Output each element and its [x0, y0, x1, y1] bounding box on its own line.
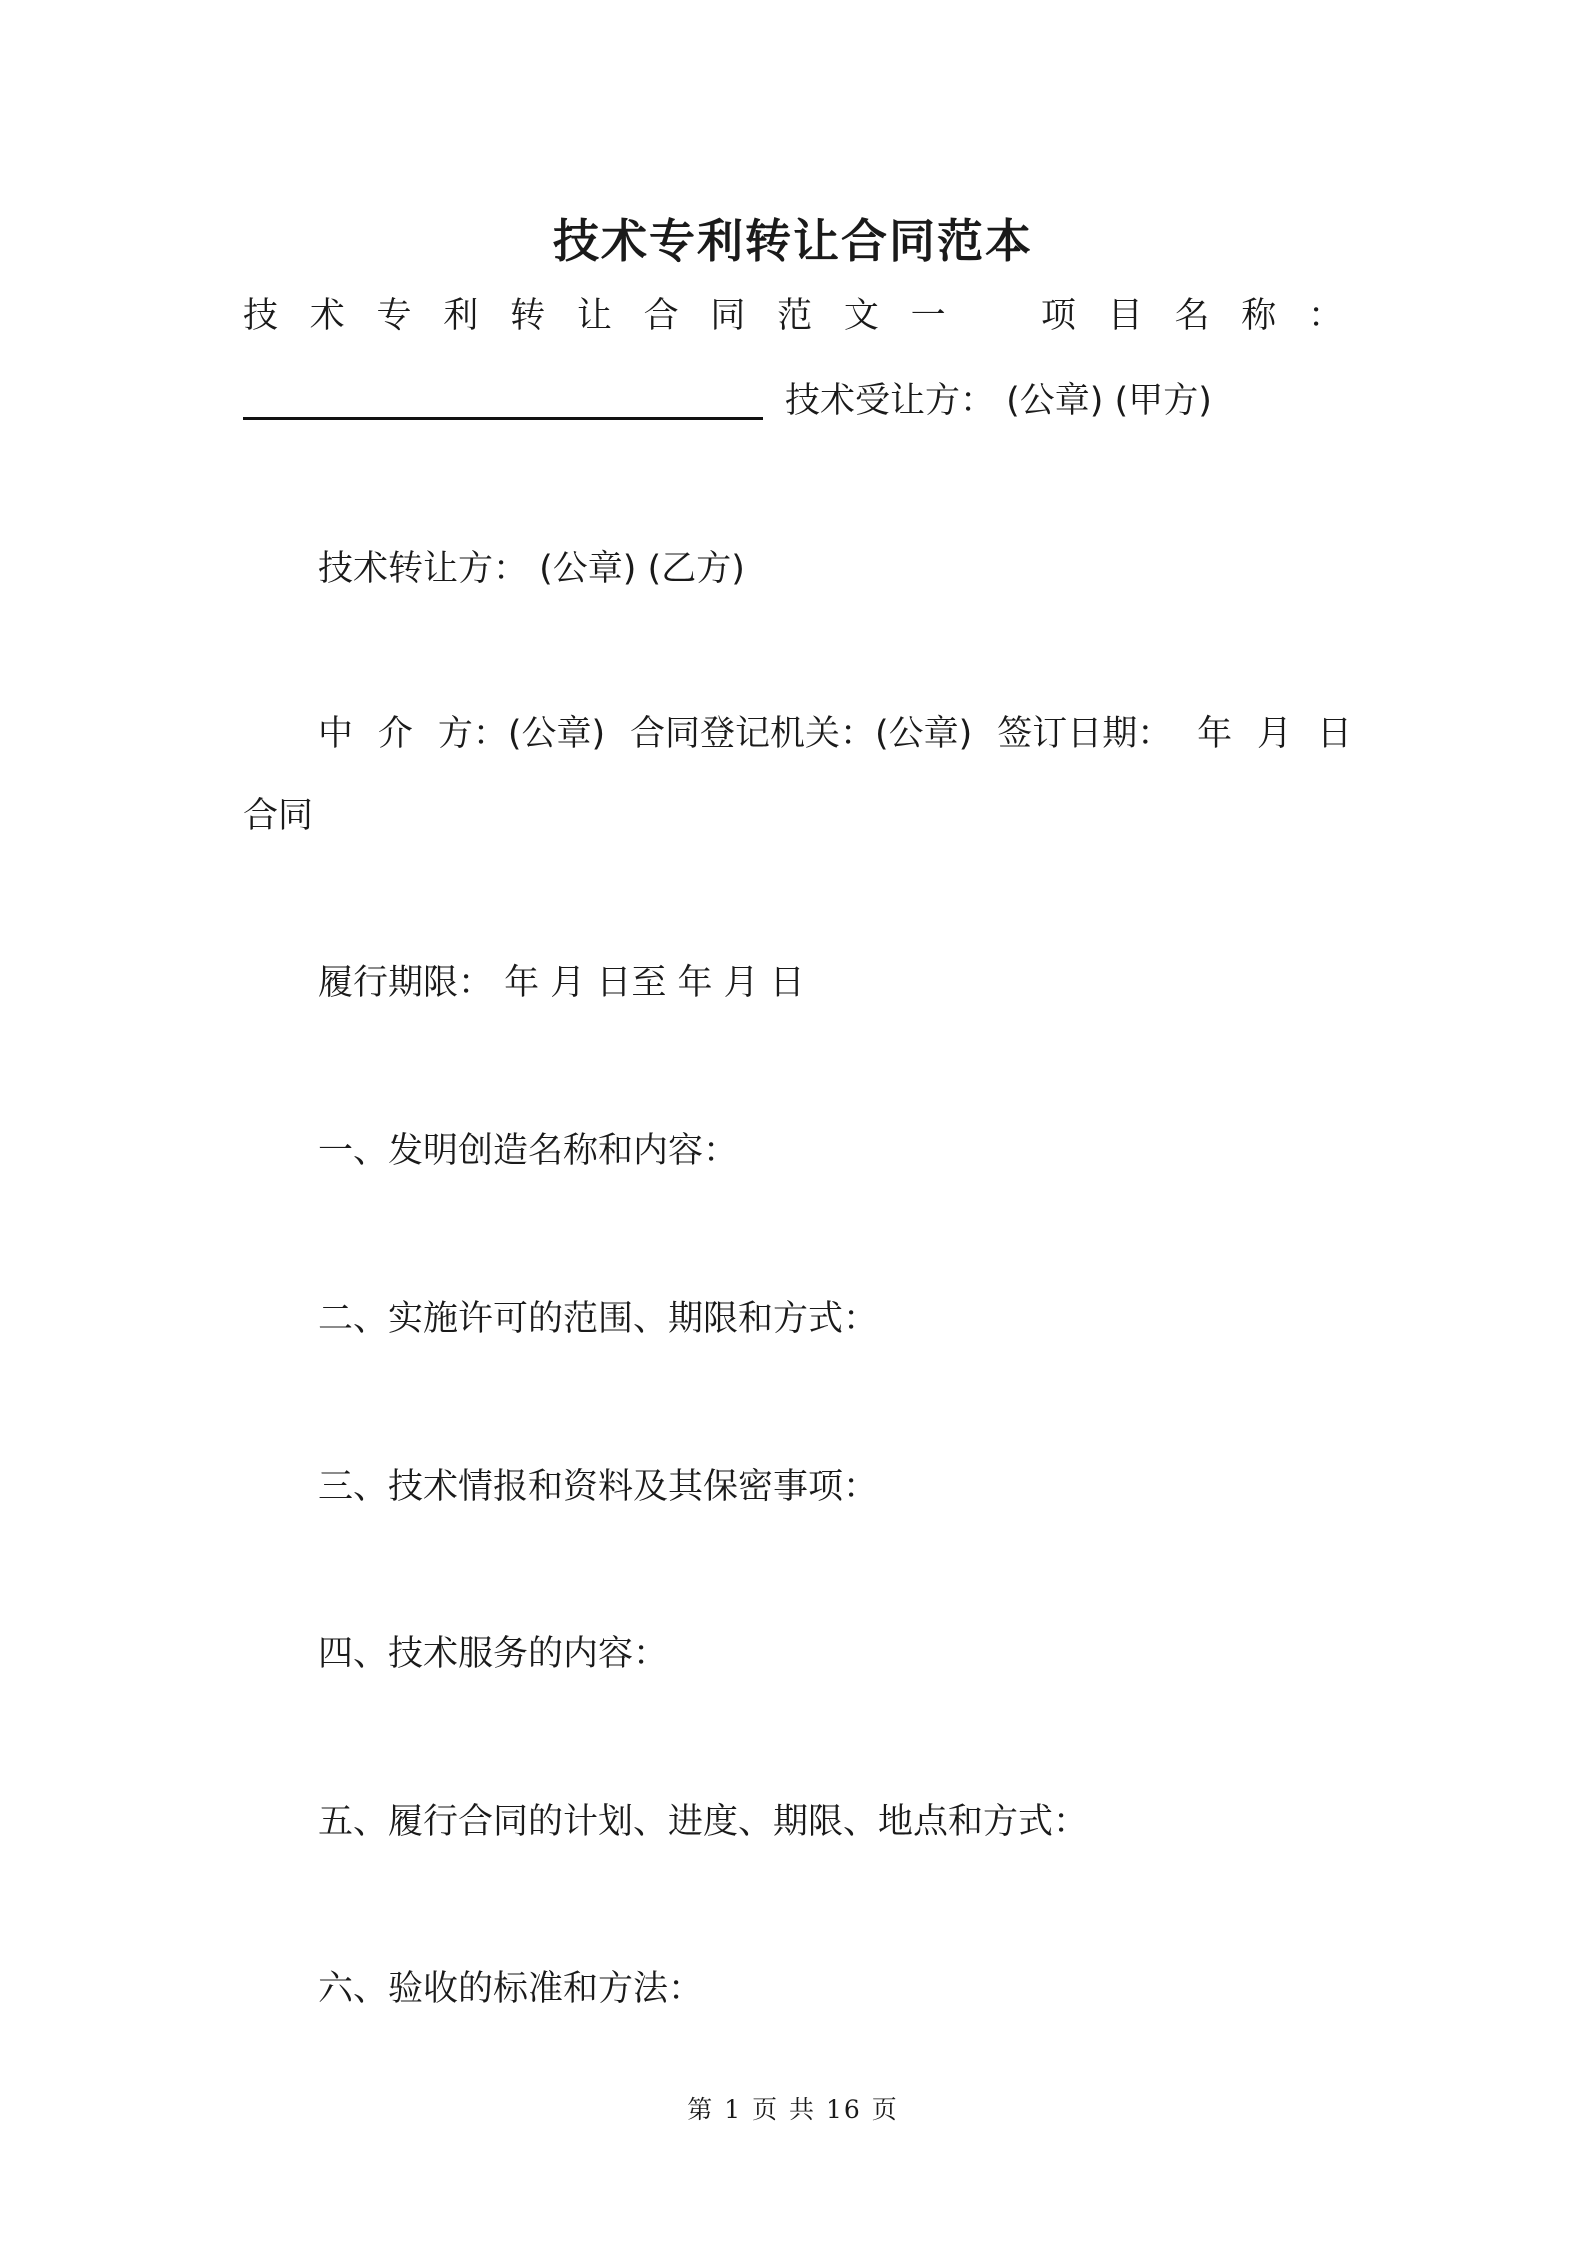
party-part: 年 [1197, 714, 1233, 754]
section-4: 四、技术服务的内容： [318, 1634, 669, 1674]
section-2: 二、实施许可的范围、期限和方式： [318, 1299, 879, 1339]
transferee-label: 技术受让方： (公章) (甲方) [785, 381, 1212, 421]
section-3: 三、技术情报和资料及其保密事项： [318, 1467, 879, 1507]
header-char: 专 [376, 296, 412, 336]
party-part: 合同登记机关：(公章) [630, 714, 973, 754]
header-char: 转 [510, 296, 546, 336]
page-footer: 第 1 页 共 16 页 [687, 2095, 899, 2124]
party-part: 方：(公章) [437, 714, 606, 754]
header-char: 范 [777, 296, 813, 336]
header-char: 名 [1174, 296, 1210, 336]
header-char: 称 [1241, 296, 1277, 336]
header-char: 利 [443, 296, 479, 336]
header-char: 技 [243, 296, 279, 336]
header-char: 目 [1107, 296, 1143, 336]
header-char: 项 [1040, 296, 1076, 336]
document-title: 技术专利转让合同范本 [553, 214, 1033, 268]
party-part: 介 [377, 714, 413, 754]
header-char: 合 [643, 296, 679, 336]
header-char: 让 [576, 296, 612, 336]
header-char: 术 [309, 296, 345, 336]
header-char: ： [1307, 296, 1343, 336]
section-1: 一、发明创造名称和内容： [318, 1131, 739, 1171]
header-char: 同 [710, 296, 746, 336]
transferor-line: 技术转让方： (公章) (乙方) [318, 549, 745, 589]
party-part: 中 [318, 714, 354, 754]
party-part: 日 [1316, 714, 1352, 754]
header-char: 文 [843, 296, 879, 336]
section-5: 五、履行合同的计划、进度、期限、地点和方式： [318, 1802, 1089, 1842]
header-row [243, 295, 1343, 337]
project-name-blank [243, 417, 763, 420]
section-6: 六、验收的标准和方法： [318, 1969, 704, 2009]
header-char: 一 [910, 296, 946, 336]
term-line: 履行期限： 年 月 日至 年 月 日 [318, 963, 805, 1003]
party-line-continuation: 合同 [243, 796, 314, 836]
party-part: 月 [1257, 714, 1293, 754]
party-part: 签订日期： [997, 714, 1173, 754]
party-line [318, 713, 1352, 755]
